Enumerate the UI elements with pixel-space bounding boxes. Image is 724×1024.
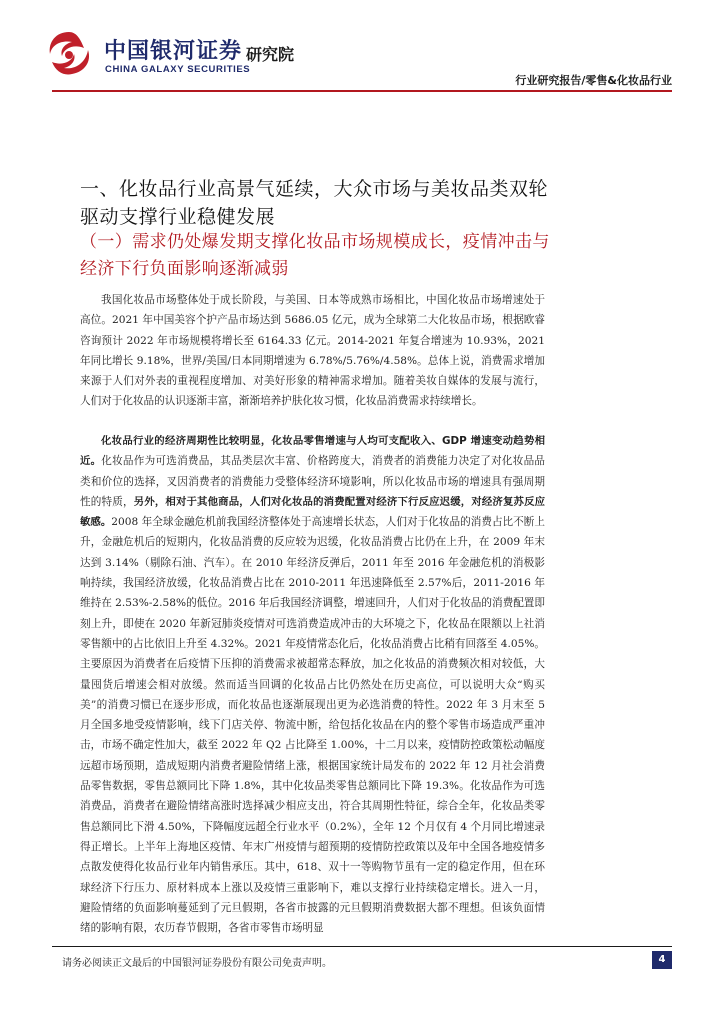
bold-lead-1: 化妆品行业的经济周期性比较明显，化妆品零售增速与人均可支配收入、GDP 增速变动趋势相近。 bbox=[80, 435, 545, 468]
section-heading: 一、化妆品行业高景气延续，大众市场与美妆品类双轮驱动支撑行业稳健发展 bbox=[80, 178, 549, 228]
galaxy-logo-icon bbox=[44, 28, 94, 78]
footer-divider bbox=[52, 946, 672, 947]
header-divider bbox=[52, 90, 672, 92]
institute-label: 研究院 bbox=[246, 45, 295, 64]
company-name-cn: 中国银河证券 bbox=[104, 39, 243, 64]
paragraph-text: 我国化妆品市场整体处于成长阶段，与美国、日本等成熟市场相比，中国化妆品市场增速处于高位。2021 年中国美容个护产品市场达到 5686.05 亿元，成为全球第二大化妆品市场，根据欧睿咨询预计 2022 年市场规模将增长至 6164.33 亿元。2014-2021 年复合增速为 10.93%，2021 年同比增长 9.18%，世界/美国/日本同期增速为 6.78%/5.76%/4.58%。总体上说，消费需求增加来源于人们对外表的重视程度增加、对美好形象的精神需求增加。随着美妆自媒体的发展与流行，人们对于化妆品的认识逐渐丰富，渐渐培养护肤化妆习惯，化妆品消费需求持续增长。 bbox=[80, 294, 545, 408]
paragraph-text bbox=[80, 431, 545, 938]
body-paragraph-2 bbox=[80, 431, 545, 938]
page-number: 4 bbox=[652, 951, 672, 969]
body-paragraph-1 bbox=[80, 290, 545, 412]
page-header bbox=[0, 0, 724, 100]
paragraph-text-1: 化妆品作为可选消费品，其品类层次丰富、价格跨度大，消费者的消费能力决定了对化妆品品类和价位的选择，叉因消费者的消费能力受整体经济环境影响，所以化妆品市场的增速具有强周期性的特质， bbox=[80, 455, 546, 508]
section-subheading: （一）需求仍处爆发期支撑化妆品市场规模成长，疫情冲击与经济下行负面影响逐渐减弱 bbox=[80, 232, 550, 279]
report-type-label: 行业研究报告/零售&化妆品行业 bbox=[515, 74, 672, 87]
bold-lead-2: 另外，相对于其他商品，人们对化妆品的消费配置对经济下行反应迟缓，对经济复苏反应敏感。 bbox=[80, 495, 546, 529]
disclaimer-text: 请务必阅读正文最后的中国银河证券股份有限公司免责声明。 bbox=[62, 958, 332, 969]
company-name-en: CHINA GALAXY SECURITIES bbox=[105, 64, 251, 75]
paragraph-text-2: 2008 年全球金融危机前我国经济整体处于高速增长状态，人们对于化妆品的消费占比不断上升，金融危机后的短期内，化妆品消费的反应较为迟缓，化妆品消费占比仍在上升，在 2009 年末达到 3.14%（剔除石油、汽车）。在 2010 年经济反弹后，2011 年至 2016 年金融危机的消极影响持续，我国经济放缓，化妆品消费占比在 2010-2011 年迅速降低至 2.57%后，2011-2016 年维持在 2.53%-2.58%的低位。2016 年后我国经济调整，增速回升，人们对于化妆品的消费配置即刻上升，即使在 2020 年新冠肺炎疫情对可选消费造成冲击的大环境之下，化妆品在限额以上社消零售额中的占比依旧上升至 4.32%。2021 年疫情常态化后，化妆品消费占比稍有回落至 4.05%。主要原因为消费者在后疫情下压抑的消费需求被超常态释放，加之化妆品的消费频次相对较低，大量囤货后增速会相对放缓。然而适当回调的化妆品占比仍然处在历史高位，可以说明大众“购买美”的消费习惯已在逐步形成，而化妆品也逐渐展现出更为必选消费的特性。2022 年 3 月末至 5 月全国多地受疫情影响，线下门店关停、物流中断，给包括化妆品在内的整个零售市场造成严重冲击，市场不确定性加大，截至 2022 年 Q2 占比降至 1.00%，十二月以来，疫情防控政策松动幅度远超市场预期，造成短期内消费者避险情绪上涨，根据国家统计局发布的 2022 年 12 月社会消费品零售数据，零售总额同比下降 1.8%，其中化妆品类零售总额同比下降 19.3%。化妆品作为可选消费品，消费者在避险情绪高涨时选择减少相应支出，符合其周期性特征，综合全年，化妆品类零售总额同比下滑 4.50%，下降幅度远超全行业水平（0.2%），全年 12 个月仅有 4 个月同比增速录得正增长。上半年上海地区疫情、年末广州疫情与超预期的疫情防控政策以及年中全国各地疫情多点散发使得化妆品行业年内销售承压。其中，618、双十一等购物节虽有一定的稳定作用，但在环球经济下行压力、原材料成本上涨以及疫情三重影响下，难以支撑行业持续稳定增长。进入一月，避险情绪的负面影响蔓延到了元旦假期，各省市披露的元旦假期消费数据大都不理想。但该负面情绪的影响有限，农历春节假期，各省市零售市场明显 bbox=[80, 516, 546, 935]
